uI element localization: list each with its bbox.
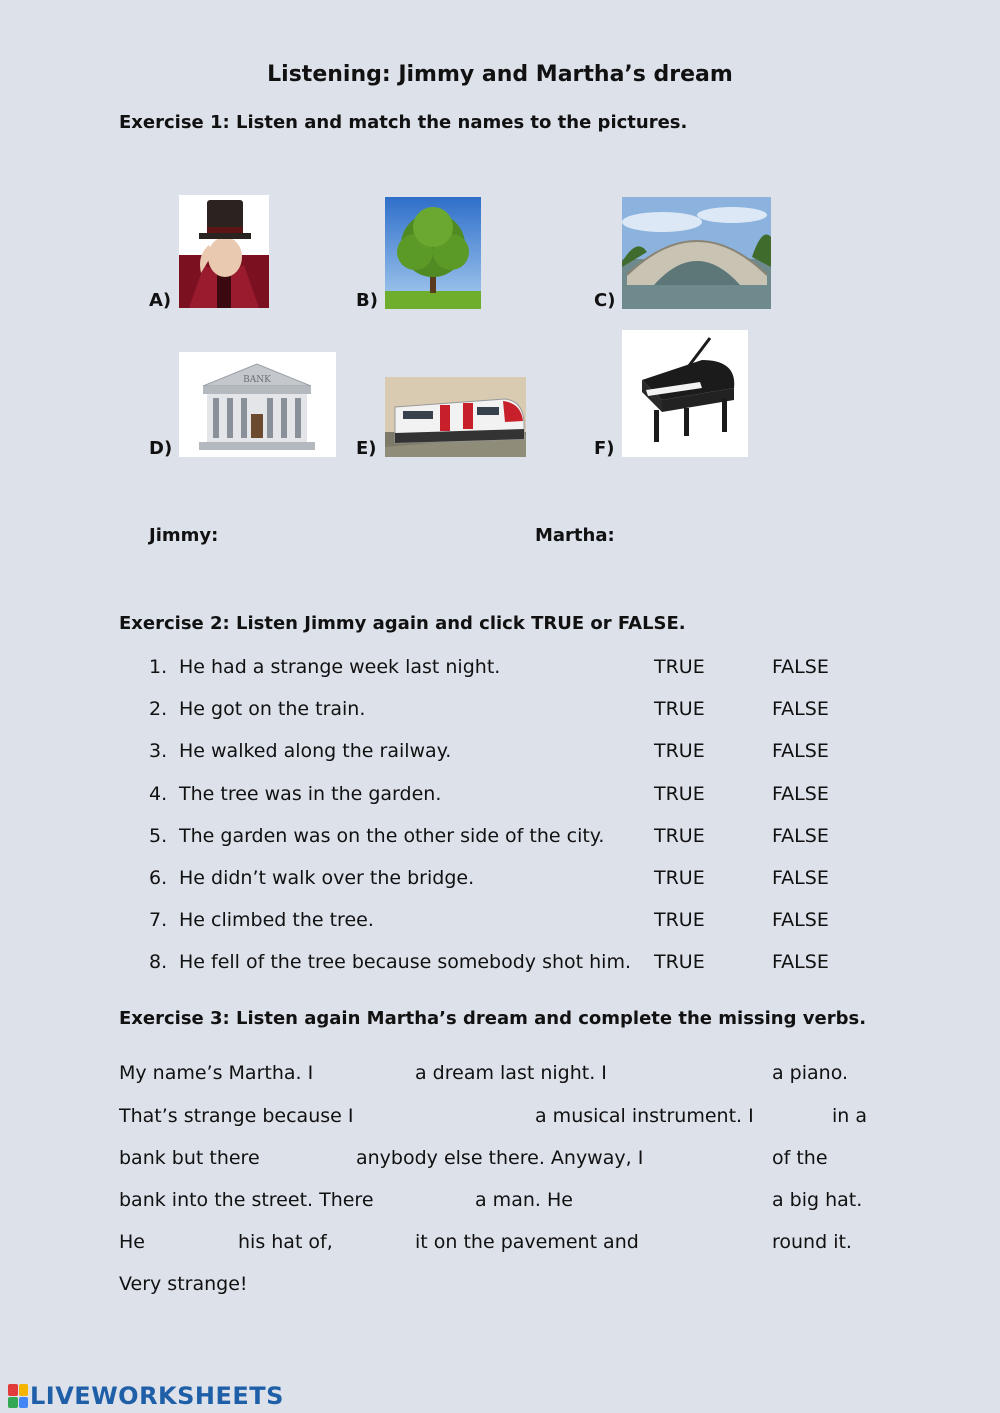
statement-text: The garden was on the other side of the city. xyxy=(179,825,605,847)
list-item xyxy=(149,656,500,678)
paragraph-text: a piano. xyxy=(772,1062,849,1084)
false-option[interactable]: FALSE xyxy=(772,825,829,847)
brand-icon xyxy=(8,1384,28,1408)
exercise1-heading: Exercise 1: Listen and match the names to the pictures. xyxy=(119,112,688,133)
statement-number: 1. xyxy=(149,656,168,678)
statement-text: He climbed the tree. xyxy=(179,909,374,931)
paragraph-text: He xyxy=(119,1231,145,1253)
true-option[interactable]: TRUE xyxy=(654,783,705,805)
paragraph-text: anybody else there. Anyway, I xyxy=(356,1147,644,1169)
piano-image xyxy=(622,330,748,457)
statement-number: 2. xyxy=(149,698,168,720)
paragraph-text: it on the pavement and xyxy=(415,1231,639,1253)
paragraph-text: bank but there xyxy=(119,1147,260,1169)
train-image xyxy=(385,377,526,457)
paragraph-text: My name’s Martha. I xyxy=(119,1062,314,1084)
picture-label-d: D) xyxy=(149,438,173,459)
false-option[interactable]: FALSE xyxy=(772,740,829,762)
paragraph-text: Very strange! xyxy=(119,1273,248,1295)
true-option[interactable]: TRUE xyxy=(654,867,705,889)
exercise3-heading: Exercise 3: Listen again Martha’s dream and complete the missing verbs. xyxy=(119,1008,867,1029)
false-option[interactable]: FALSE xyxy=(772,909,829,931)
statement-number: 4. xyxy=(149,783,168,805)
true-option[interactable]: TRUE xyxy=(654,656,705,678)
paragraph-text: a musical instrument. I xyxy=(535,1105,754,1127)
paragraph-text: That’s strange because I xyxy=(119,1105,354,1127)
picture-label-a: A) xyxy=(149,290,172,311)
statement-number: 7. xyxy=(149,909,168,931)
bank-image xyxy=(179,352,336,457)
list-item xyxy=(149,951,631,973)
paragraph-text: a dream last night. I xyxy=(415,1062,607,1084)
brand-text: LIVEWORKSHEETS xyxy=(30,1382,284,1410)
tree-image xyxy=(385,197,481,309)
martha-label: Martha: xyxy=(535,525,615,546)
statement-text: He got on the train. xyxy=(179,698,366,720)
bridge-image xyxy=(622,197,771,309)
top-hat-man-image xyxy=(179,195,269,308)
true-option[interactable]: TRUE xyxy=(654,825,705,847)
picture-label-b: B) xyxy=(356,290,378,311)
picture-label-c: C) xyxy=(594,290,616,311)
true-option[interactable]: TRUE xyxy=(654,951,705,973)
picture-label-e: E) xyxy=(356,438,377,459)
false-option[interactable]: FALSE xyxy=(772,867,829,889)
list-item xyxy=(149,909,374,931)
list-item xyxy=(149,825,604,847)
statement-text: He had a strange week last night. xyxy=(179,656,501,678)
page-title: Listening: Jimmy and Martha’s dream xyxy=(267,62,733,87)
paragraph-text: bank into the street. There xyxy=(119,1189,374,1211)
true-option[interactable]: TRUE xyxy=(654,740,705,762)
true-option[interactable]: TRUE xyxy=(654,909,705,931)
bank-sign: BANK xyxy=(243,375,271,385)
paragraph-text: round it. xyxy=(772,1231,852,1253)
false-option[interactable]: FALSE xyxy=(772,656,829,678)
true-option[interactable]: TRUE xyxy=(654,698,705,720)
statement-number: 3. xyxy=(149,740,168,762)
statement-text: He fell of the tree because somebody shot him. xyxy=(179,951,632,973)
statement-text: He didn’t walk over the bridge. xyxy=(179,867,475,889)
false-option[interactable]: FALSE xyxy=(772,783,829,805)
list-item xyxy=(149,740,451,762)
list-item xyxy=(149,783,441,805)
paragraph-text: a big hat. xyxy=(772,1189,863,1211)
statement-number: 6. xyxy=(149,867,168,889)
paragraph-text: a man. He xyxy=(475,1189,573,1211)
paragraph-text: in a xyxy=(832,1105,868,1127)
false-option[interactable]: FALSE xyxy=(772,698,829,720)
list-item xyxy=(149,867,474,889)
paragraph-text: his hat of, xyxy=(238,1231,333,1253)
statement-text: The tree was in the garden. xyxy=(179,783,442,805)
statement-number: 5. xyxy=(149,825,168,847)
liveworksheets-logo[interactable] xyxy=(8,1382,284,1410)
paragraph-text: of the xyxy=(772,1147,828,1169)
statement-number: 8. xyxy=(149,951,168,973)
exercise2-heading: Exercise 2: Listen Jimmy again and click TRUE or FALSE. xyxy=(119,613,686,634)
false-option[interactable]: FALSE xyxy=(772,951,829,973)
jimmy-label: Jimmy: xyxy=(149,525,219,546)
statement-text: He walked along the railway. xyxy=(179,740,452,762)
picture-label-f: F) xyxy=(594,438,615,459)
list-item xyxy=(149,698,365,720)
